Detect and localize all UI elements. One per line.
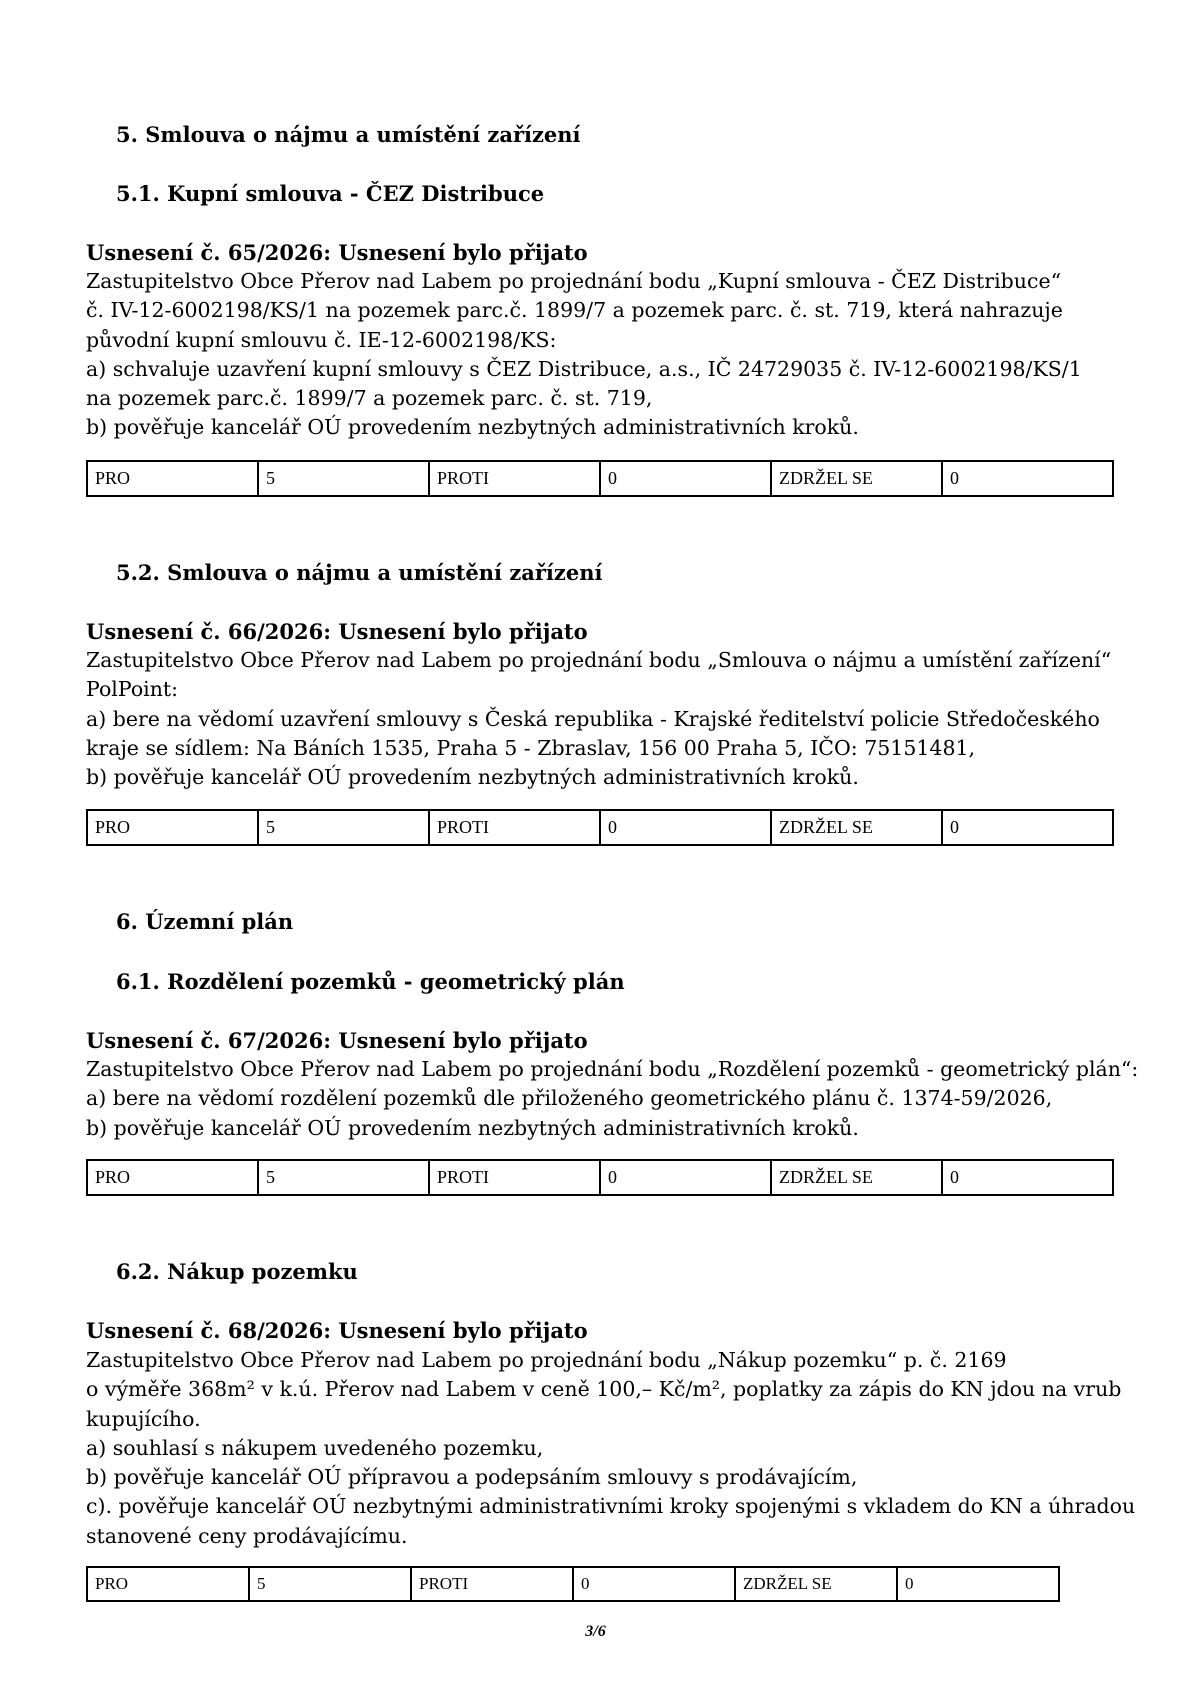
resolution-text-line: o výměře 368m² v k.ú. Přerov nad Labem v ceně 100,– Kč/m², poplatky za zápis do KN jdou na vrub <box>86 1377 1122 1402</box>
resolution-text-line: a) souhlasí s nákupem uvedeného pozemku, <box>86 1435 544 1460</box>
vote-proti-label: PROTI <box>429 461 600 496</box>
resolution-text-line: na pozemek parc.č. 1899/7 a pozemek parc. č. st. 719, <box>86 386 653 411</box>
vote-proti-count: 0 <box>600 461 771 496</box>
subsection-heading: 5.2. Smlouva o nájmu a umístění zařízení <box>116 560 603 585</box>
resolution-text-line: a) bere na vědomí rozdělení pozemků dle přiloženého geometrického plánu č. 1374-59/2026, <box>86 1086 1053 1111</box>
vote-proti-count: 0 <box>600 1160 771 1195</box>
resolution-text <box>86 1055 1138 1143</box>
vote-table <box>86 460 1114 497</box>
vote-zdrzel-label: ZDRŽEL SE <box>771 810 942 845</box>
vote-zdrzel-count: 0 <box>942 810 1113 845</box>
vote-zdrzel-count: 0 <box>897 1567 1059 1601</box>
resolution-text-line: kupujícího. <box>86 1406 201 1431</box>
section-heading: 6. Územní plán <box>116 909 294 934</box>
subsection-heading: 5.1. Kupní smlouva - ČEZ Distribuce <box>116 181 545 206</box>
vote-pro-count: 5 <box>258 1160 429 1195</box>
vote-row <box>87 461 1113 496</box>
resolution-title: Usnesení č. 67/2026: Usnesení bylo přijato <box>86 1028 588 1053</box>
vote-row <box>87 1567 1059 1601</box>
resolution-text-line: původní kupní smlouvu č. IE-12-6002198/KS: <box>86 327 557 352</box>
vote-pro-label: PRO <box>87 810 258 845</box>
resolution-text-line: kraje se sídlem: Na Báních 1535, Praha 5 - Zbraslav, 156 00 Praha 5, IČO: 75151481, <box>86 735 976 760</box>
resolution-text-line: PolPoint: <box>86 677 179 702</box>
vote-row <box>87 810 1113 845</box>
vote-pro-label: PRO <box>87 1160 258 1195</box>
subsection-heading: 6.1. Rozdělení pozemků - geometrický plán <box>116 969 625 994</box>
vote-pro-label: PRO <box>87 461 258 496</box>
vote-pro-count: 5 <box>258 810 429 845</box>
resolution-text <box>86 1346 1135 1551</box>
vote-proti-count: 0 <box>573 1567 735 1601</box>
resolution-text-line: a) bere na vědomí uzavření smlouvy s Česká republika - Krajské ředitelství policie Středočeského <box>86 706 1100 731</box>
vote-zdrzel-count: 0 <box>942 461 1113 496</box>
vote-zdrzel-label: ZDRŽEL SE <box>735 1567 897 1601</box>
resolution-text-line: stanovené ceny prodávajícímu. <box>86 1523 408 1548</box>
vote-table <box>86 1159 1114 1196</box>
vote-row <box>87 1160 1113 1195</box>
vote-zdrzel-count: 0 <box>942 1160 1113 1195</box>
vote-proti-count: 0 <box>600 810 771 845</box>
resolution-text-line: Zastupitelstvo Obce Přerov nad Labem po projednání bodu „Nákup pozemku“ p. č. 2169 <box>86 1348 1007 1372</box>
resolution-text-line: b) pověřuje kancelář OÚ provedením nezbytných administrativních kroků. <box>86 765 859 790</box>
vote-proti-label: PROTI <box>429 1160 600 1195</box>
page-number: 3/6 <box>585 1623 606 1640</box>
vote-zdrzel-label: ZDRŽEL SE <box>771 1160 942 1195</box>
subsection-heading: 6.2. Nákup pozemku <box>116 1259 358 1284</box>
vote-table <box>86 1566 1060 1602</box>
resolution-text-line: č. IV-12-6002198/KS/1 na pozemek parc.č. 1899/7 a pozemek parc. č. st. 719, která nahrazuje <box>86 298 1063 323</box>
resolution-text-line: Zastupitelstvo Obce Přerov nad Labem po projednání bodu „Rozdělení pozemků - geometrický plán“: <box>86 1057 1139 1081</box>
resolution-text-line: a) schvaluje uzavření kupní smlouvy s ČEZ Distribuce, a.s., IČ 24729035 č. IV-12-6002198/KS/1 <box>86 356 1082 381</box>
resolution-text <box>86 267 1082 443</box>
vote-table <box>86 809 1114 846</box>
resolution-title: Usnesení č. 68/2026: Usnesení bylo přijato <box>86 1318 588 1343</box>
resolution-text-line: b) pověřuje kancelář OÚ přípravou a podepsáním smlouvy s prodávajícím, <box>86 1465 858 1490</box>
vote-pro-count: 5 <box>258 461 429 496</box>
vote-pro-label: PRO <box>87 1567 249 1601</box>
vote-proti-label: PROTI <box>411 1567 573 1601</box>
resolution-text-line: b) pověřuje kancelář OÚ provedením nezbytných administrativních kroků. <box>86 1115 859 1140</box>
resolution-text-line: Zastupitelstvo Obce Přerov nad Labem po projednání bodu „Kupní smlouva - ČEZ Distribuce“ <box>86 269 1062 293</box>
vote-zdrzel-label: ZDRŽEL SE <box>771 461 942 496</box>
resolution-text-line: c). pověřuje kancelář OÚ nezbytnými administrativními kroky spojenými s vkladem do KN a úhradou <box>86 1494 1136 1519</box>
resolution-title: Usnesení č. 66/2026: Usnesení bylo přijato <box>86 619 588 644</box>
resolution-text-line: b) pověřuje kancelář OÚ provedením nezbytných administrativních kroků. <box>86 415 859 440</box>
resolution-text-line: Zastupitelstvo Obce Přerov nad Labem po projednání bodu „Smlouva o nájmu a umístění zařízení“ <box>86 648 1112 672</box>
vote-proti-label: PROTI <box>429 810 600 845</box>
vote-pro-count: 5 <box>249 1567 411 1601</box>
section-heading: 5. Smlouva o nájmu a umístění zařízení <box>116 122 581 147</box>
resolution-text <box>86 646 1111 792</box>
resolution-title: Usnesení č. 65/2026: Usnesení bylo přijato <box>86 240 588 265</box>
